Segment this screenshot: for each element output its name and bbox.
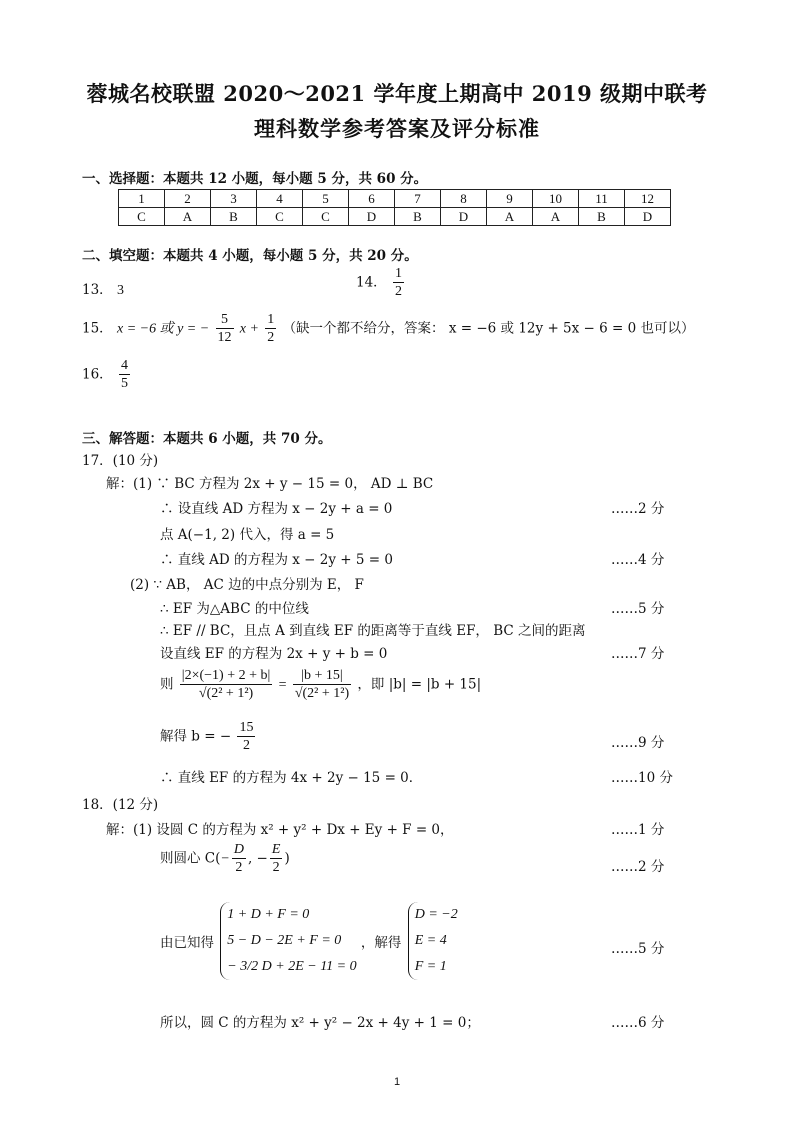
score-mark: ……5 分	[611, 941, 665, 957]
fraction-denominator: 5	[120, 376, 128, 391]
q17-line10	[160, 720, 257, 754]
fraction-numerator: 1	[394, 266, 402, 281]
fraction-denominator: 12	[217, 330, 232, 345]
q17-line6: ∴ EF 为△ABC 的中位线	[160, 601, 309, 617]
fraction-denominator: √(2² + 1²)	[294, 686, 350, 701]
score-mark: ……2 分	[611, 859, 665, 875]
q17-line5: (2) ∵ AB， AC 边的中点分别为 E， F	[130, 577, 364, 593]
table-cell: 4	[257, 190, 303, 208]
system-row: E = 4	[414, 933, 447, 948]
q17-line2: ∴ 设直线 AD 方程为 x − 2y + a = 0	[160, 501, 393, 517]
q18-header: 18．(12 分)	[82, 797, 159, 813]
fraction-numerator: 15	[239, 720, 254, 735]
answer-table-number-row	[119, 190, 671, 208]
table-cell: A	[487, 208, 533, 226]
table-cell: 3	[211, 190, 257, 208]
q17-line10-prefix: 解得 b = −	[160, 728, 232, 745]
table-cell: C	[303, 208, 349, 226]
q15-fraction-2	[265, 312, 276, 346]
equals-sign: =	[278, 677, 287, 693]
q16-fraction	[119, 358, 130, 392]
table-cell: D	[625, 208, 671, 226]
q13-value: 3	[116, 283, 124, 298]
answer-table-answer-row	[119, 208, 671, 226]
q18-center-fraction-1	[232, 842, 246, 876]
fraction-denominator: 2	[394, 284, 402, 299]
q15-answer	[82, 312, 695, 346]
q18-line3-middle: ，解得	[360, 935, 402, 951]
q17-distance-fraction-1	[180, 668, 273, 702]
table-cell: C	[119, 208, 165, 226]
fraction-numerator: E	[271, 842, 281, 857]
q18-solution-system	[408, 902, 458, 980]
q15-label: 15．	[82, 320, 113, 337]
table-cell: 7	[395, 190, 441, 208]
fraction-numerator: 4	[120, 358, 128, 373]
q17-line9-prefix: 则	[160, 676, 174, 693]
q16-label: 16．	[82, 366, 113, 383]
q13-answer	[82, 278, 124, 299]
fraction-numerator: D	[233, 842, 244, 857]
q15-part1: x = −6 或 y = −	[116, 321, 210, 337]
section3-heading: 三、解答题：本题共 6 小题，共 70 分。	[82, 431, 332, 447]
fraction-numerator: |2×(−1) + 2 + b|	[181, 668, 271, 683]
score-mark: ……4 分	[611, 552, 665, 568]
q15-fraction-1	[216, 312, 234, 346]
score-mark: ……10 分	[611, 770, 673, 786]
answer-table	[118, 189, 671, 226]
score-mark: ……5 分	[611, 601, 665, 617]
page-title-line1: 蓉城名校联盟 2020～2021 学年度上期高中 2019 级期中联考	[86, 81, 708, 106]
score-mark: ……1 分	[611, 822, 665, 838]
table-cell: 12	[625, 190, 671, 208]
q17-header: 17．(10 分)	[82, 453, 159, 469]
fraction-denominator: 2	[272, 860, 280, 875]
q17-line7: ∴ EF // BC，且点 A 到直线 EF 的距离等于直线 EF， BC 之间的距离	[160, 623, 586, 639]
table-cell: C	[257, 208, 303, 226]
system-row: 1 + D + F = 0	[227, 907, 310, 922]
q14-label: 14．	[356, 274, 387, 291]
page-number: 1	[393, 1076, 401, 1088]
table-cell: 10	[533, 190, 579, 208]
section1-heading: 一、选择题：本题共 12 小题，每小题 5 分，共 60 分。	[82, 171, 428, 187]
table-cell: 1	[119, 190, 165, 208]
q17-line9-suffix: ，即 |b| = |b + 15|	[357, 676, 482, 693]
section2-heading: 二、填空题：本题共 4 小题，每小题 5 分，共 20 分。	[82, 248, 418, 264]
table-cell: 5	[303, 190, 349, 208]
q18-line2-prefix: 则圆心 C(	[160, 850, 221, 867]
table-cell: 9	[487, 190, 533, 208]
table-cell: B	[395, 208, 441, 226]
q14-fraction	[393, 266, 404, 300]
q18-line1: 解：(1) 设圆 C 的方程为 x² + y² + Dx + Ey + F = 0，	[106, 822, 454, 838]
fraction-numerator: 1	[267, 312, 275, 327]
q17-line9	[160, 668, 481, 702]
q18-center-fraction-2	[270, 842, 283, 876]
fraction-numerator: 5	[216, 312, 234, 329]
q13-label: 13．	[82, 282, 113, 298]
q17-line1: 解：(1) ∵ BC 方程为 2x + y − 15 = 0， AD ⊥ BC	[106, 476, 434, 492]
system-row: D = −2	[414, 907, 458, 922]
q18-line3-prefix: 由已知得	[160, 935, 214, 951]
table-cell: 2	[165, 190, 211, 208]
table-cell: A	[165, 208, 211, 226]
table-cell: D	[349, 208, 395, 226]
table-cell: 11	[579, 190, 625, 208]
table-cell: 6	[349, 190, 395, 208]
q17-line8: 设直线 EF 的方程为 2x + y + b = 0	[160, 646, 388, 662]
fraction-denominator: 2	[235, 860, 243, 875]
fraction-denominator: 2	[242, 738, 250, 753]
score-mark: ……7 分	[611, 646, 665, 662]
system-row: 5 − D − 2E + F = 0	[227, 933, 342, 948]
q17-line11: ∴ 直线 EF 的方程为 4x + 2y − 15 = 0．	[160, 770, 423, 786]
page-title-line2: 理科数学参考答案及评分标准	[254, 116, 540, 141]
fraction-numerator: |b + 15|	[293, 668, 351, 685]
score-mark: ……6 分	[611, 1015, 665, 1031]
q18-equation-system	[220, 902, 356, 980]
q18-line3	[160, 902, 458, 980]
q18-line4: 所以，圆 C 的方程为 x² + y² − 2x + 4y + 1 = 0；	[160, 1015, 480, 1031]
fraction-denominator: √(2² + 1²)	[198, 686, 254, 701]
table-cell: D	[441, 208, 487, 226]
q17-distance-fraction-2	[293, 668, 351, 702]
q17-line3: 点 A(−1, 2) 代入，得 a = 5	[160, 527, 335, 543]
q14-answer	[356, 266, 406, 300]
score-mark: ……9 分	[611, 735, 665, 751]
score-mark: ……2 分	[611, 501, 665, 517]
q15-mid: x +	[239, 321, 259, 337]
table-cell: B	[211, 208, 257, 226]
table-cell: B	[579, 208, 625, 226]
system-row: − 3/2 D + 2E − 11 = 0	[227, 959, 357, 974]
q17-b-fraction	[237, 720, 255, 754]
fraction-denominator: 2	[267, 330, 275, 345]
system-row: F = 1	[414, 959, 447, 974]
q15-note: （缺一个都不给分，答案： x = −6 或 12y + 5x − 6 = 0 也可以）	[282, 320, 695, 337]
q16-answer	[82, 358, 132, 392]
table-cell: A	[533, 208, 579, 226]
table-cell: 8	[441, 190, 487, 208]
q17-line4: ∴ 直线 AD 的方程为 x − 2y + 5 = 0	[160, 552, 393, 568]
q18-line2: 则圆心 C(− $\frac{D}{2}$ , − $\frac{E}{2}$ )	[160, 842, 290, 875]
